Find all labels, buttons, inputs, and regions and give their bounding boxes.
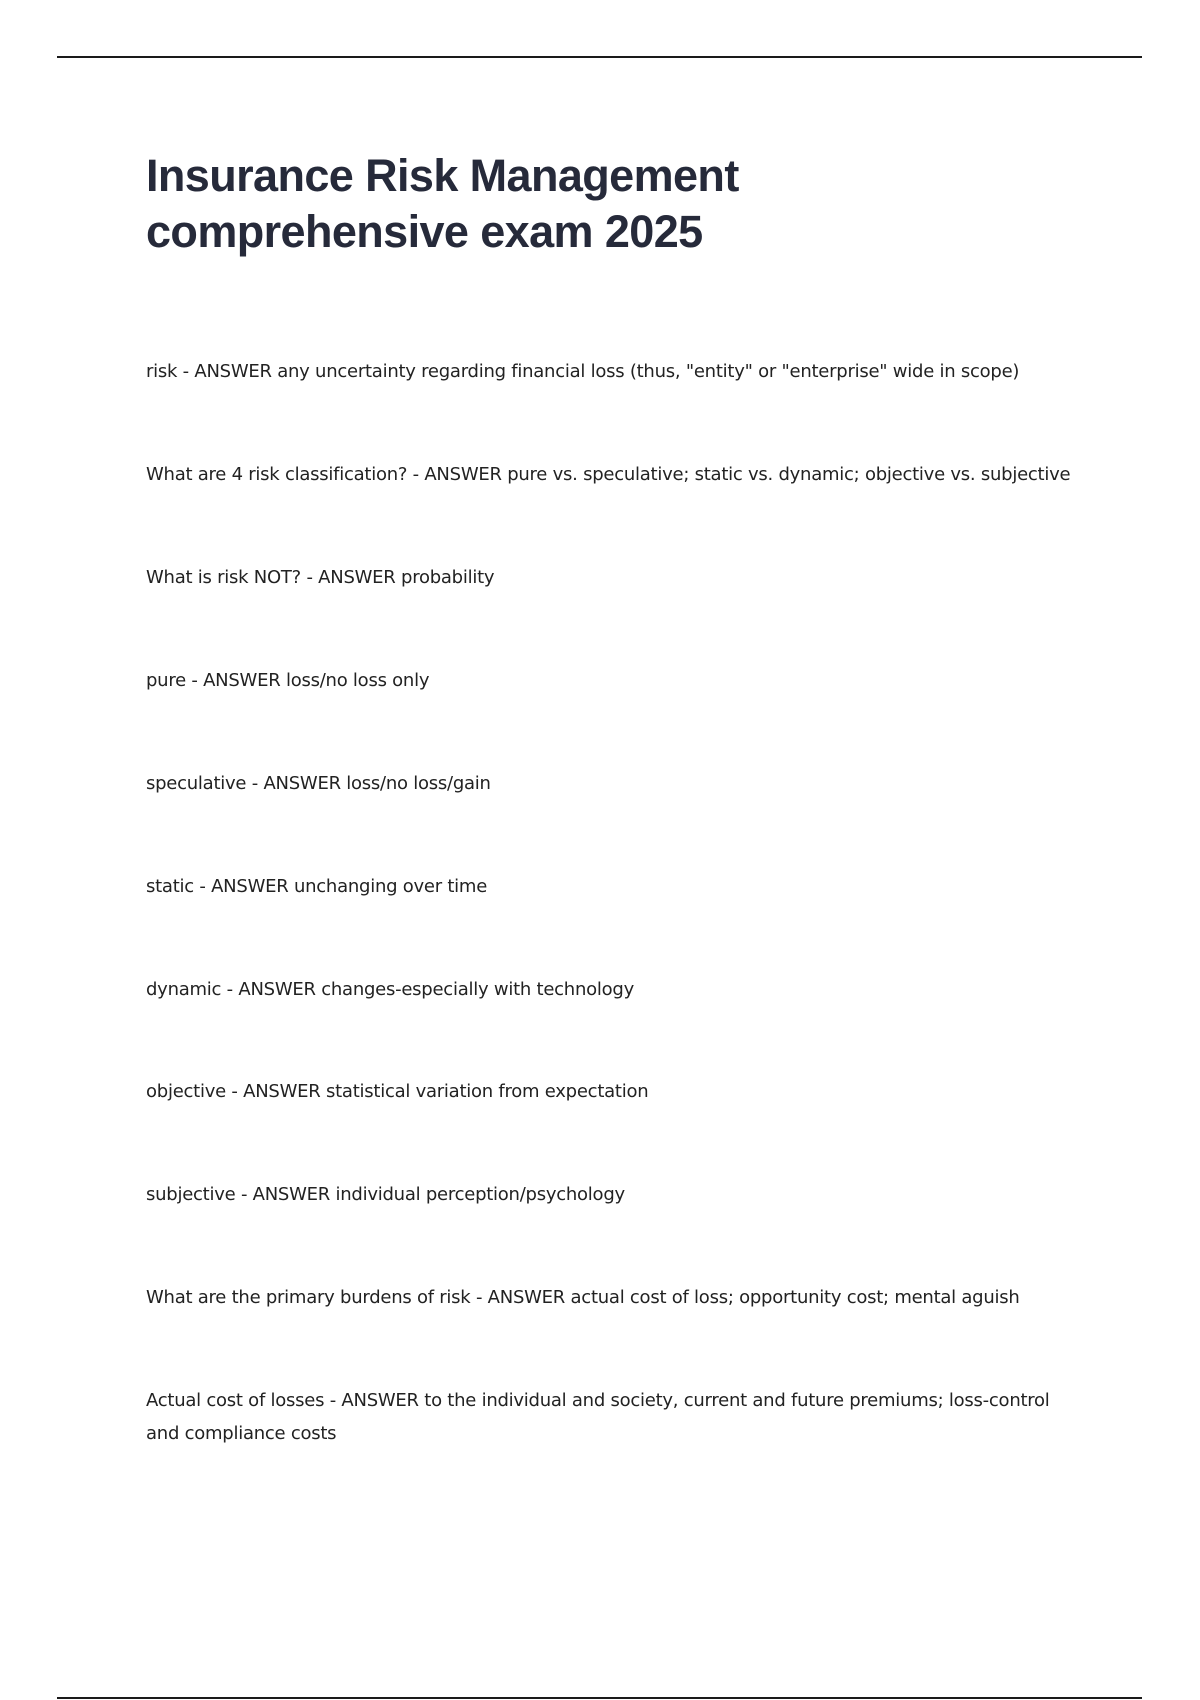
list-item: objective - ANSWER statistical variation from expectation <box>146 1081 649 1102</box>
list-item: What are the primary burdens of risk - ANSWER actual cost of loss; opportunity cost; mental aguish <box>146 1287 1020 1308</box>
top-divider <box>57 56 1142 58</box>
list-item: Actual cost of losses - ANSWER to the individual and society, current and future premiums; loss-control and compliance costs <box>146 1390 1050 1444</box>
list-item: dynamic - ANSWER changes-especially with technology <box>146 979 634 1000</box>
bottom-divider <box>57 1697 1142 1699</box>
list-item: pure - ANSWER loss/no loss only <box>146 670 430 691</box>
list-item: What is risk NOT? - ANSWER probability <box>146 567 495 588</box>
list-item: subjective - ANSWER individual perception/psychology <box>146 1184 625 1205</box>
title-line-1: Insurance Risk Management <box>146 150 739 201</box>
document-title <box>146 148 1046 260</box>
list-item: What are 4 risk classification? - ANSWER pure vs. speculative; static vs. dynamic; objective vs. subjective <box>146 464 1071 485</box>
list-item: static - ANSWER unchanging over time <box>146 876 488 897</box>
title-line-2: comprehensive exam 2025 <box>146 206 703 257</box>
list-item: speculative - ANSWER loss/no loss/gain <box>146 773 491 794</box>
list-item: risk - ANSWER any uncertainty regarding financial loss (thus, "entity" or "enterprise" wide in scope) <box>146 361 1020 382</box>
